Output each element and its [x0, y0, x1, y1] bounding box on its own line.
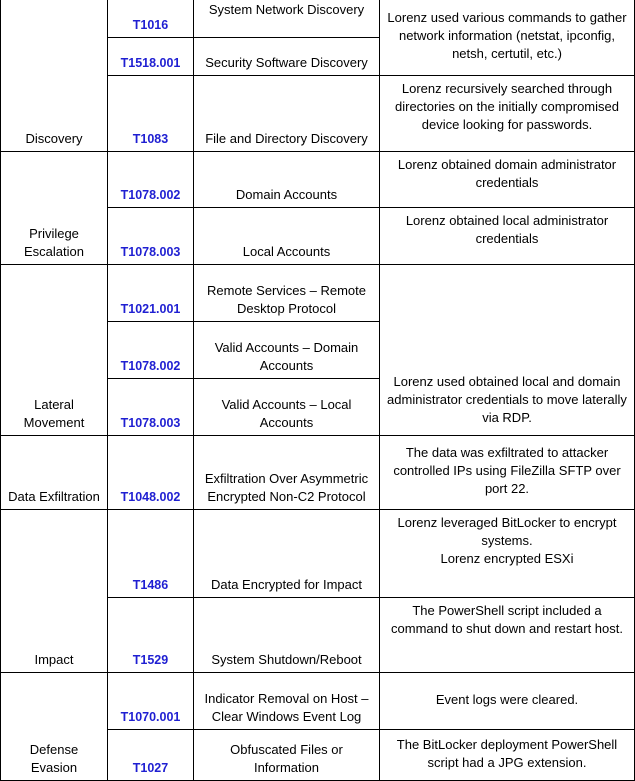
technique-id: T1078.003: [108, 378, 194, 435]
technique-id: T1048.002: [108, 435, 194, 509]
table-row: [1, 509, 635, 597]
technique-id: T1078.002: [108, 321, 194, 378]
description-cell: Event logs were cleared.: [380, 672, 635, 729]
technique-name: Remote Services – Remote Desktop Protocol: [194, 264, 380, 321]
technique-id: T1016: [108, 0, 194, 37]
table-row: [1, 435, 635, 509]
description-cell: The PowerShell script included a command to shut down and restart host.: [380, 597, 635, 672]
tactic-cell: Privilege Escalation: [1, 151, 108, 264]
technique-id: T1021.001: [108, 264, 194, 321]
technique-id: T1070.001: [108, 672, 194, 729]
technique-name: Exfiltration Over Asymmetric Encrypted Non-C2 Protocol: [194, 435, 380, 509]
description-cell: The BitLocker deployment PowerShell script had a JPG extension.: [380, 729, 635, 780]
technique-id: T1529: [108, 597, 194, 672]
technique-name: System Network Discovery: [194, 0, 380, 37]
technique-id: T1083: [108, 75, 194, 151]
technique-name: Local Accounts: [194, 207, 380, 264]
technique-id: T1486: [108, 509, 194, 597]
description-cell: [380, 509, 635, 597]
tactic-cell: Defense Evasion: [1, 672, 108, 780]
tactic-cell: Lateral Movement: [1, 264, 108, 435]
tactic-cell: Data Exfiltration: [1, 435, 108, 509]
technique-id: T1078.002: [108, 151, 194, 207]
technique-id: T1027: [108, 729, 194, 780]
technique-name: Valid Accounts – Local Accounts: [194, 378, 380, 435]
technique-name: Valid Accounts – Domain Accounts: [194, 321, 380, 378]
description-line: Lorenz leveraged BitLocker to encrypt systems.: [397, 514, 617, 548]
table-row: [1, 264, 635, 321]
description-cell: Lorenz obtained local administrator credentials: [380, 207, 635, 264]
technique-name: System Shutdown/Reboot: [194, 597, 380, 672]
technique-id: T1078.003: [108, 207, 194, 264]
technique-id: T1518.001: [108, 37, 194, 75]
technique-name: Obfuscated Files or Information: [194, 729, 380, 780]
table-row: [1, 672, 635, 729]
description-cell: Lorenz recursively searched through directories on the initially compromised device looking for passwords.: [380, 75, 635, 151]
description-cell: The data was exfiltrated to attacker controlled IPs using FileZilla SFTP over port 22.: [380, 435, 635, 509]
tactic-cell: Impact: [1, 509, 108, 672]
description-line: Lorenz encrypted ESXi: [440, 550, 574, 566]
description-cell: Lorenz used obtained local and domain administrator credentials to move laterally via RDP.: [380, 264, 635, 435]
description-cell: Lorenz used various commands to gather network information (netstat, ipconfig, netsh, certutil, etc.): [380, 0, 635, 75]
technique-name: Indicator Removal on Host – Clear Windows Event Log: [194, 672, 380, 729]
table-row: [1, 151, 635, 207]
tactic-cell: Discovery: [1, 0, 108, 151]
technique-name: Domain Accounts: [194, 151, 380, 207]
technique-name: File and Directory Discovery: [194, 75, 380, 151]
description-cell: Lorenz obtained domain administrator credentials: [380, 151, 635, 207]
technique-name: Data Encrypted for Impact: [194, 509, 380, 597]
table-row: [1, 0, 635, 37]
technique-name: Security Software Discovery: [194, 37, 380, 75]
